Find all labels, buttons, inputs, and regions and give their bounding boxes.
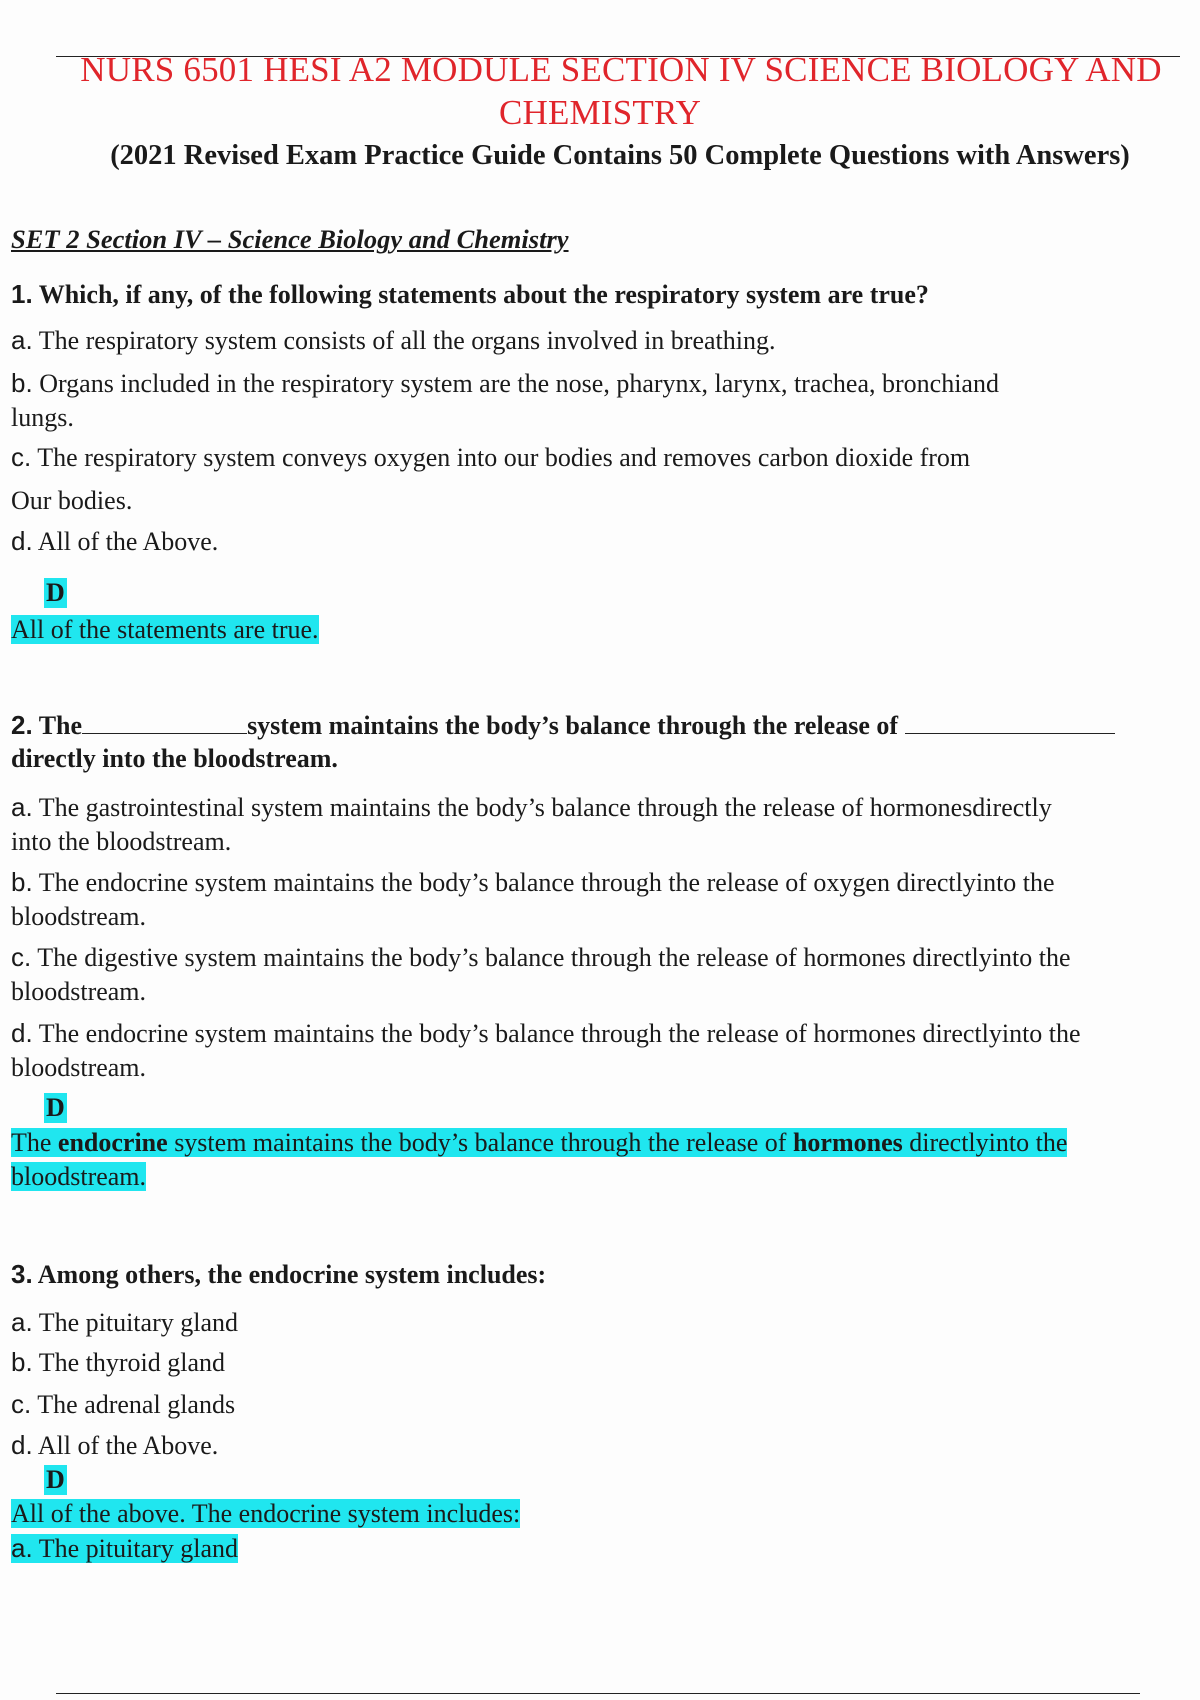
option-text-continued: bloodstream. bbox=[11, 1053, 147, 1082]
blank-line bbox=[905, 709, 1115, 734]
highlighted-text: All of the statements are true. bbox=[11, 615, 319, 644]
question-text: Among others, the endocrine system includes: bbox=[37, 1260, 547, 1289]
option-text-continued: bloodstream. bbox=[11, 902, 147, 931]
option-text: All of the Above. bbox=[37, 1431, 219, 1460]
document-title bbox=[0, 48, 1200, 134]
option-letter: a. bbox=[11, 325, 33, 355]
option-text-continued: bloodstream. bbox=[11, 977, 147, 1006]
blank-line bbox=[82, 709, 247, 734]
highlighted-text: All of the above. The endocrine system includes: bbox=[11, 1499, 521, 1528]
explanation-text: directlyinto the bbox=[902, 1128, 1068, 1157]
q1-option-c-continued: Our bodies. bbox=[11, 486, 133, 515]
title-line-1: NURS 6501 HESI A2 MODULE SECTION IV SCIENCE BIOLOGY AND bbox=[80, 50, 1162, 89]
option-text: The adrenal glands bbox=[37, 1390, 236, 1419]
q3-explanation bbox=[11, 1497, 520, 1566]
option-letter: a. bbox=[11, 1307, 33, 1337]
explanation-text: system maintains the body’s balance through the release of bbox=[167, 1128, 793, 1157]
explanation-bold-term: hormones bbox=[792, 1128, 903, 1157]
q2-option-d bbox=[11, 1016, 1191, 1085]
option-letter: c. bbox=[11, 942, 32, 972]
q1-explanation bbox=[11, 613, 319, 647]
question-number: 1. bbox=[11, 279, 33, 309]
question-text-part-2: system maintains the body’s balance through the release of bbox=[247, 711, 899, 740]
highlighted-text bbox=[11, 1128, 1067, 1157]
title-line-2: CHEMISTRY bbox=[498, 93, 702, 132]
option-letter: b. bbox=[11, 867, 33, 897]
q1-option-c bbox=[11, 440, 1191, 475]
option-text: The endocrine system maintains the body’s balance through the release of oxygen directlyinto the bbox=[38, 868, 1055, 897]
option-text: Organs included in the respiratory system are the nose, pharynx, larynx, trachea, bronchiand bbox=[39, 369, 999, 398]
q2-option-c bbox=[11, 940, 1191, 1009]
q2-option-a bbox=[11, 790, 1191, 859]
option-letter: a. bbox=[11, 1533, 33, 1563]
q2-option-b bbox=[11, 865, 1191, 934]
explanation-bold-term: endocrine bbox=[57, 1128, 168, 1157]
question-3 bbox=[11, 1257, 1191, 1292]
q2-answer-letter: D bbox=[46, 1093, 65, 1122]
q3-option-c bbox=[11, 1387, 1191, 1422]
highlighted-text-continued bbox=[11, 1534, 238, 1563]
option-text: All of the Above. bbox=[37, 527, 219, 556]
highlighted-text-continued: bloodstream. bbox=[11, 1162, 147, 1191]
option-letter: b. bbox=[11, 368, 33, 398]
option-text: The endocrine system maintains the body’s balance through the release of hormones directlyinto the bbox=[38, 1019, 1081, 1048]
option-text-continued: into the bloodstream. bbox=[11, 827, 232, 856]
option-text: The gastrointestinal system maintains the body’s balance through the release of hormonesdirectly bbox=[38, 793, 1052, 822]
option-text: The pituitary gland bbox=[38, 1308, 238, 1337]
option-text-continued: lungs. bbox=[11, 403, 74, 432]
q1-answer-letter: D bbox=[46, 578, 65, 607]
q1-option-a bbox=[11, 323, 1191, 358]
q3-option-a bbox=[11, 1305, 1191, 1340]
option-letter: b. bbox=[11, 1347, 33, 1377]
option-text: The thyroid gland bbox=[38, 1348, 226, 1377]
section-heading: SET 2 Section IV – Science Biology and Chemistry bbox=[11, 224, 569, 254]
q1-option-d bbox=[11, 524, 1191, 559]
option-letter: d. bbox=[11, 1430, 33, 1460]
q1-option-b bbox=[11, 366, 1191, 435]
question-number: 3. bbox=[11, 1259, 33, 1289]
option-text: The respiratory system consists of all the organs involved in breathing. bbox=[38, 326, 776, 355]
question-1 bbox=[11, 277, 1191, 312]
question-2 bbox=[11, 708, 1191, 743]
option-letter: c. bbox=[11, 1389, 32, 1419]
explanation-text: The pituitary gland bbox=[38, 1534, 238, 1563]
option-letter: d. bbox=[11, 526, 33, 556]
document-subtitle: (2021 Revised Exam Practice Guide Contains 50 Complete Questions with Answers) bbox=[110, 140, 1130, 171]
option-letter: c. bbox=[11, 442, 32, 472]
q3-option-d bbox=[11, 1428, 1191, 1463]
q2-explanation bbox=[11, 1126, 1067, 1194]
option-letter: d. bbox=[11, 1018, 33, 1048]
bottom-rule bbox=[56, 1693, 1140, 1694]
question-text: Which, if any, of the following statements about the respiratory system are true? bbox=[38, 280, 929, 309]
q3-answer-letter: D bbox=[46, 1465, 65, 1494]
option-text: The digestive system maintains the body’s balance through the release of hormones directlyinto the bbox=[37, 943, 1071, 972]
explanation-text: The bbox=[11, 1128, 58, 1157]
option-letter: a. bbox=[11, 792, 33, 822]
q3-option-b bbox=[11, 1345, 1191, 1380]
question-text-part-1: The bbox=[38, 711, 83, 740]
question-number: 2. bbox=[11, 710, 33, 740]
question-2-continued: directly into the bloodstream. bbox=[11, 744, 338, 773]
option-text: The respiratory system conveys oxygen into our bodies and removes carbon dioxide from bbox=[37, 443, 971, 472]
